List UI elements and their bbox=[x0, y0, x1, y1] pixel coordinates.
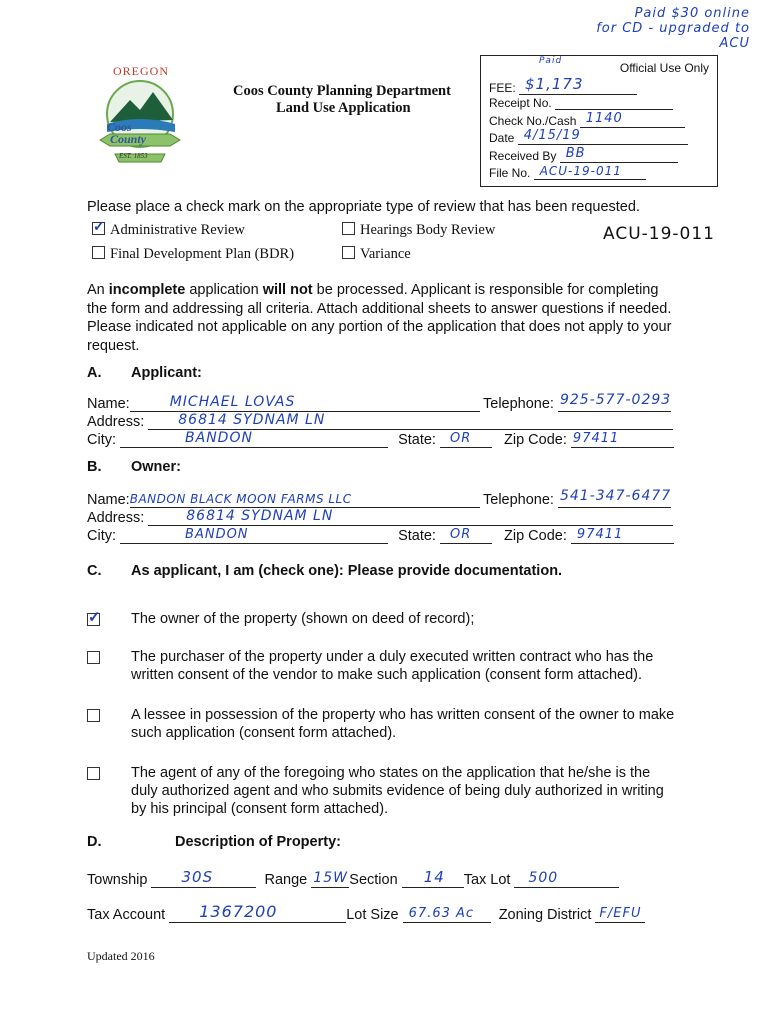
review-option-label: Hearings Body Review bbox=[360, 222, 496, 238]
owner-state-label: State: bbox=[398, 528, 436, 544]
notice-line1: An incomplete application will not be processed. Applicant is responsible for completing bbox=[87, 282, 659, 298]
applicant-type-line: duly authorized agent and who submits evidence of being duly authorized in writing bbox=[131, 783, 664, 799]
check-value: 1140 bbox=[585, 111, 623, 126]
logo-name-county: County bbox=[110, 132, 147, 146]
zoning-value: F/EFU bbox=[599, 906, 642, 921]
owner-phone-row bbox=[483, 489, 671, 508]
file-label: File No. bbox=[489, 166, 531, 180]
received-row bbox=[489, 148, 678, 163]
section-d-letter: D. bbox=[87, 834, 102, 850]
applicant-type-purchaser bbox=[131, 648, 653, 684]
review-option-label: Final Development Plan (BDR) bbox=[110, 246, 295, 262]
updated-note: Updated 2016 bbox=[87, 949, 155, 963]
applicant-type-line: written consent of the vendor to make such application (consent form attached). bbox=[131, 667, 642, 683]
section-a-letter: A. bbox=[87, 365, 102, 381]
applicant-type-owner-checkbox[interactable] bbox=[87, 613, 100, 626]
applicant-zip-field[interactable] bbox=[571, 429, 674, 448]
lot-size-field[interactable] bbox=[403, 904, 491, 923]
checkbox-icon[interactable] bbox=[92, 222, 105, 235]
check-field[interactable] bbox=[580, 113, 685, 128]
applicant-state-field[interactable] bbox=[440, 429, 492, 448]
review-instruction: Please place a check mark on the appropriate type of review that has been requested. bbox=[87, 199, 640, 215]
section-value: 14 bbox=[423, 868, 445, 886]
applicant-address-row bbox=[87, 411, 673, 430]
owner-name-value: BANDON BLACK MOON FARMS LLC bbox=[129, 492, 352, 506]
file-field[interactable] bbox=[534, 165, 646, 180]
review-option-label: Variance bbox=[360, 246, 411, 262]
official-use-title: Official Use Only bbox=[619, 61, 709, 75]
applicant-type-line: such application (consent form attached). bbox=[131, 725, 397, 741]
property-row-1 bbox=[87, 869, 619, 888]
payment-note-line3: ACU bbox=[719, 36, 750, 51]
section-a-heading: Applicant: bbox=[131, 365, 202, 381]
owner-phone-value: 541-347-6477 bbox=[559, 488, 672, 504]
applicant-name-label: Name: bbox=[87, 396, 130, 412]
section-b-heading: Owner: bbox=[131, 459, 181, 475]
applicant-type-line: The owner of the property (shown on deed of record); bbox=[131, 611, 475, 627]
township-value: 30S bbox=[181, 868, 214, 886]
owner-address-row bbox=[87, 507, 673, 526]
notice-line3: Please indicated not applicable on any portion of the application that does not apply to your bbox=[87, 319, 672, 335]
owner-zip-field[interactable] bbox=[571, 525, 674, 544]
applicant-city-field[interactable] bbox=[120, 429, 388, 448]
applicant-state-value: OR bbox=[449, 431, 472, 446]
applicant-type-line: by his principal (consent form attached). bbox=[131, 801, 389, 817]
applicant-zip-label: Zip Code: bbox=[504, 432, 567, 448]
owner-city-field[interactable] bbox=[120, 525, 388, 544]
zoning-label: Zoning District bbox=[498, 907, 592, 923]
owner-phone-label: Telephone: bbox=[483, 492, 554, 508]
range-value: 15W bbox=[313, 870, 348, 886]
owner-name-label: Name: bbox=[87, 492, 130, 508]
incomplete-notice bbox=[87, 281, 687, 355]
file-value: ACU-19-011 bbox=[539, 164, 622, 178]
receipt-field[interactable] bbox=[555, 96, 673, 110]
review-option-final-development[interactable] bbox=[92, 245, 294, 263]
review-option-variance[interactable] bbox=[342, 245, 411, 263]
lot-size-label: Lot Size bbox=[346, 907, 399, 923]
applicant-name-field[interactable] bbox=[130, 393, 480, 412]
county-logo bbox=[85, 62, 195, 172]
tax-account-field[interactable] bbox=[169, 904, 346, 923]
fee-label: FEE: bbox=[489, 81, 516, 95]
checkbox-icon[interactable] bbox=[92, 246, 105, 259]
payment-note-line1: Paid $30 online bbox=[634, 6, 750, 21]
section-b-letter: B. bbox=[87, 459, 102, 475]
received-value: BB bbox=[565, 146, 586, 161]
tax-account-value: 1367200 bbox=[199, 902, 278, 921]
section-field[interactable] bbox=[402, 869, 464, 888]
township-field[interactable] bbox=[151, 869, 256, 888]
owner-zip-label: Zip Code: bbox=[504, 528, 567, 544]
date-label: Date bbox=[489, 131, 515, 145]
applicant-type-lessee bbox=[131, 706, 674, 742]
applicant-type-purchaser-checkbox[interactable] bbox=[87, 651, 100, 664]
owner-address-value: 86814 SYDNAM LN bbox=[186, 508, 334, 524]
checkbox-icon[interactable] bbox=[342, 246, 355, 259]
review-option-administrative[interactable] bbox=[92, 221, 245, 239]
owner-state-field[interactable] bbox=[440, 525, 492, 544]
owner-address-label: Address: bbox=[87, 510, 145, 526]
received-field[interactable] bbox=[560, 148, 678, 163]
check-row bbox=[489, 113, 685, 128]
lot-size-value: 67.63 Ac bbox=[408, 906, 475, 921]
applicant-name-value: MICHAEL LOVAS bbox=[169, 394, 296, 410]
applicant-city-label: City: bbox=[87, 432, 116, 448]
fee-value: $1,173 bbox=[525, 75, 584, 93]
property-row-2 bbox=[87, 904, 645, 923]
applicant-zip-value: 97411 bbox=[572, 431, 620, 446]
fee-row bbox=[489, 76, 637, 95]
logo-est: EST. 1853 bbox=[119, 152, 148, 160]
township-label: Township bbox=[87, 872, 148, 888]
owner-phone-field[interactable] bbox=[558, 489, 671, 508]
payment-note bbox=[590, 6, 750, 51]
applicant-type-line: A lessee in possession of the property who has written consent of the owner to make bbox=[131, 707, 675, 723]
tax-account-label: Tax Account bbox=[87, 907, 166, 923]
section-c-letter: C. bbox=[87, 563, 102, 579]
applicant-phone-field[interactable] bbox=[558, 393, 671, 412]
owner-city-value: BANDON bbox=[185, 527, 249, 542]
form-title: Land Use Application bbox=[276, 100, 411, 116]
owner-zip-value: 97411 bbox=[576, 527, 624, 542]
check-label: Check No./Cash bbox=[489, 114, 577, 128]
zoning-field[interactable] bbox=[595, 904, 645, 923]
owner-address-field[interactable] bbox=[148, 507, 673, 526]
fee-field[interactable] bbox=[519, 76, 637, 95]
range-field[interactable] bbox=[311, 869, 349, 888]
payment-note-line2: for CD - upgraded to bbox=[596, 21, 750, 36]
owner-name-field[interactable] bbox=[130, 489, 480, 508]
applicant-type-lessee-checkbox[interactable] bbox=[87, 709, 100, 722]
applicant-phone-value: 925-577-0293 bbox=[559, 392, 672, 408]
owner-name-row bbox=[87, 489, 480, 508]
applicant-address-value: 86814 SYDNAM LN bbox=[178, 412, 326, 428]
applicant-phone-label: Telephone: bbox=[483, 396, 554, 412]
section-d-heading: Description of Property: bbox=[175, 834, 341, 850]
owner-city-label: City: bbox=[87, 528, 116, 544]
applicant-city-row bbox=[87, 429, 674, 448]
official-use-box bbox=[480, 55, 718, 187]
date-row bbox=[489, 130, 688, 145]
applicant-phone-row bbox=[483, 393, 671, 412]
owner-city-row bbox=[87, 525, 674, 544]
applicant-type-line: The agent of any of the foregoing who states on the application that he/she is the bbox=[131, 765, 651, 781]
tax-lot-label: Tax Lot bbox=[463, 872, 511, 888]
applicant-name-row bbox=[87, 393, 480, 412]
review-option-hearings[interactable] bbox=[342, 221, 495, 239]
receipt-label: Receipt No. bbox=[489, 96, 552, 110]
applicant-address-field[interactable] bbox=[148, 411, 673, 430]
fee-paid-note: Paid bbox=[539, 56, 563, 66]
checkbox-icon[interactable] bbox=[342, 222, 355, 235]
date-field[interactable] bbox=[518, 130, 688, 145]
file-row bbox=[489, 165, 646, 180]
logo-name-coos: Coos bbox=[107, 120, 132, 134]
applicant-address-label: Address: bbox=[87, 414, 145, 430]
applicant-type-agent bbox=[131, 764, 664, 818]
logo-arc-text: OREGON bbox=[113, 64, 169, 78]
tax-lot-value: 500 bbox=[528, 870, 559, 886]
section-c-heading: As applicant, I am (check one): Please provide documentation. bbox=[131, 563, 563, 579]
owner-state-value: OR bbox=[449, 527, 472, 542]
range-label: Range bbox=[264, 872, 308, 888]
received-label: Received By bbox=[489, 149, 557, 163]
tax-lot-field[interactable] bbox=[514, 869, 619, 888]
notice-line4: request. bbox=[87, 337, 140, 354]
review-option-label: Administrative Review bbox=[110, 222, 245, 238]
applicant-state-label: State: bbox=[398, 432, 436, 448]
notice-line2: the form and addressing all criteria. Attach additional sheets to answer questions if needed. bbox=[87, 300, 672, 317]
department-name: Coos County Planning Department bbox=[233, 83, 451, 99]
applicant-city-value: BANDON bbox=[185, 430, 253, 446]
date-value: 4/15/19 bbox=[523, 128, 581, 143]
applicant-type-line: The purchaser of the property under a duly executed written contract who has the bbox=[131, 649, 654, 665]
section-label: Section bbox=[349, 872, 398, 888]
applicant-type-owner bbox=[131, 610, 474, 628]
applicant-type-agent-checkbox[interactable] bbox=[87, 767, 100, 780]
file-number-note: ACU-19-011 bbox=[603, 224, 715, 244]
receipt-row bbox=[489, 96, 673, 110]
